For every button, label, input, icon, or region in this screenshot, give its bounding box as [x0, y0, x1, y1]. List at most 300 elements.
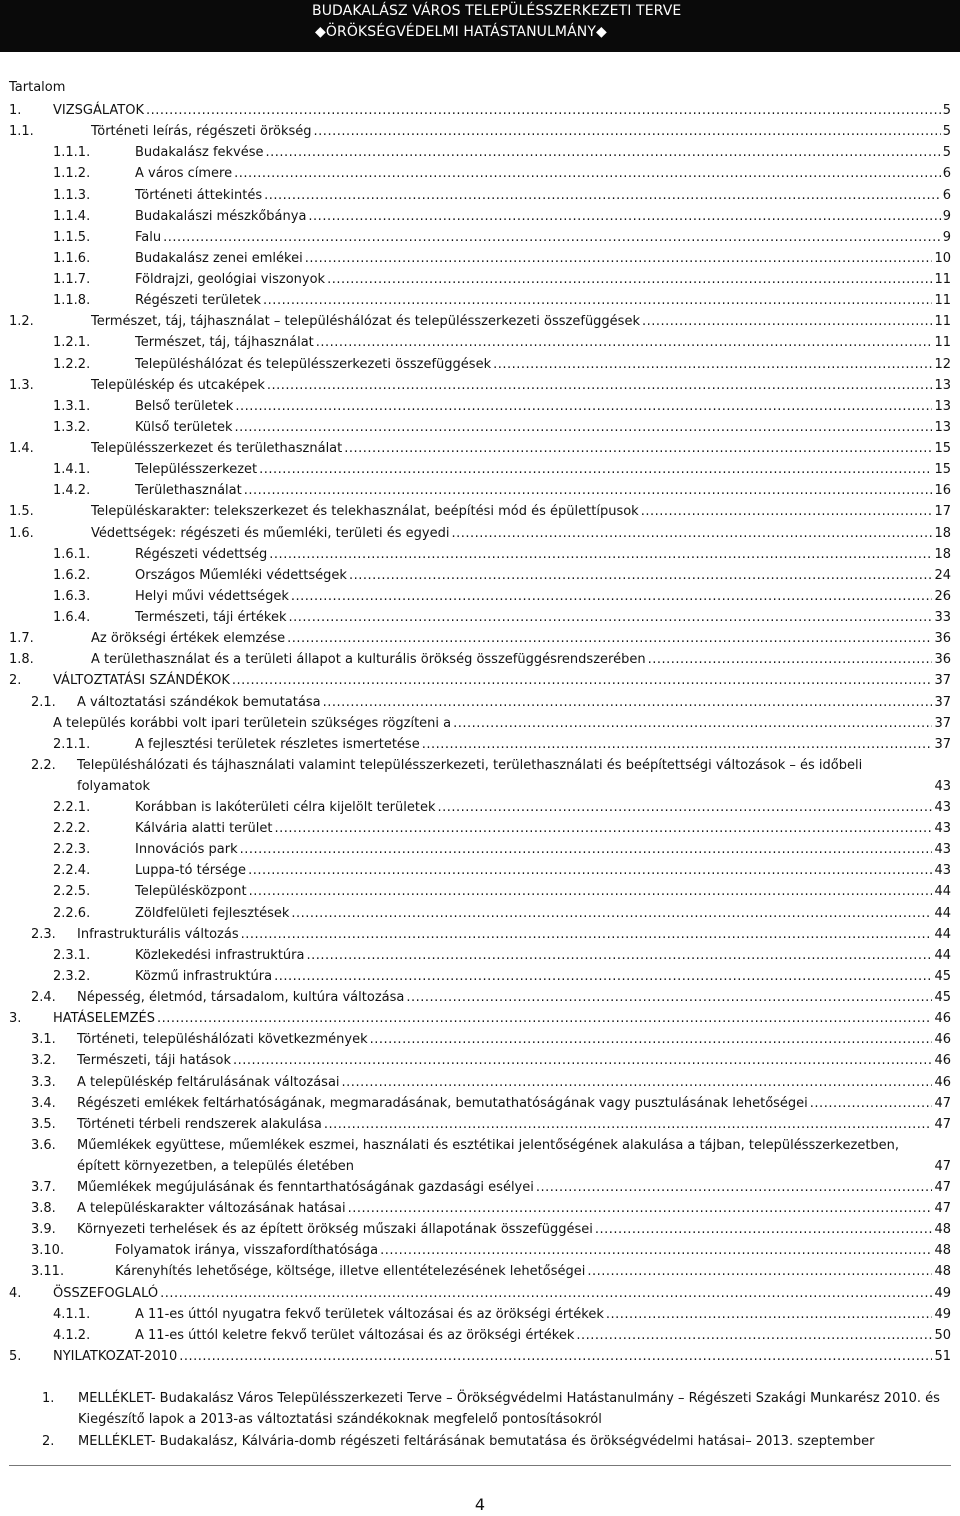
dot-leader — [249, 881, 933, 902]
toc-entry-page: 5 — [942, 124, 951, 140]
toc-entry[interactable] — [9, 1029, 951, 1050]
toc-entry[interactable] — [9, 1177, 951, 1198]
dot-leader — [493, 354, 932, 375]
toc-entry[interactable] — [9, 1304, 951, 1325]
toc-entry[interactable] — [9, 227, 951, 248]
toc-entry-number: 1.4.2. — [53, 483, 91, 499]
toc-entry[interactable] — [9, 628, 951, 649]
toc-entry-number: 1.6. — [9, 525, 34, 541]
toc-entry-page: 44 — [934, 926, 951, 942]
toc-entry-number: 1.2.1. — [53, 335, 91, 351]
toc-entry[interactable] — [9, 142, 951, 163]
toc-entry-page: 43 — [934, 842, 951, 858]
footer-divider — [9, 1465, 951, 1466]
toc-entry-page: 46 — [934, 1053, 951, 1069]
toc-entry-title: Természet, táj, tájhasználat — [135, 335, 314, 351]
toc-entry-title: Műemlékek együttese, műemlékek eszmei, használati és esztétikai jelentőségének alakulása a tájban, településszerkezetben, épített környezetben, a település életében — [77, 1137, 900, 1174]
dot-leader — [291, 903, 932, 924]
toc-entry[interactable] — [9, 248, 951, 269]
toc-entry-title: Településhálózati és tájhasználati valamint településszerkezeti, területhasználati és beépítettségi változások – és időbeli folyamatok — [77, 757, 863, 794]
toc-entry[interactable] — [9, 1261, 951, 1282]
attachments-list — [42, 1388, 954, 1453]
toc-entry-number: 3.5. — [31, 1116, 56, 1132]
toc-entry-page: 6 — [942, 166, 951, 182]
dot-leader — [349, 565, 933, 586]
toc-entry-number: 1.1.4. — [53, 208, 91, 224]
dot-leader — [235, 396, 932, 417]
toc-entry-title: A 11-es úttól keletre fekvő terület változásai és az örökségi értékek — [135, 1327, 575, 1343]
dot-leader — [406, 987, 932, 1008]
toc-entry-number: 2.3.2. — [53, 968, 91, 984]
toc-entry-number: 3.4. — [31, 1095, 56, 1111]
toc-entry-title: Földrajzi, geológiai viszonyok — [135, 272, 326, 287]
dot-leader — [370, 1029, 933, 1050]
toc-entry-page: 46 — [934, 1074, 951, 1090]
dot-leader — [595, 1219, 933, 1240]
toc-entry-title: Országos Műemléki védettségek — [135, 567, 347, 583]
toc-entry[interactable] — [9, 121, 951, 142]
toc-entry-title: A fejlesztési területek részletes ismertetése — [135, 736, 420, 752]
toc-entry-title: Falu — [135, 229, 162, 245]
toc-entry-number: 2. — [9, 673, 22, 689]
toc-entry-title: Luppa-tó térsége — [135, 863, 247, 879]
toc-entry-title: Természeti, táji hatások — [77, 1053, 232, 1069]
attachment-text: MELLÉKLET- Budakalász Város Településszerkezeti Terve – Örökségvédelmi Hatástanulmány – Régészeti Szakági Munkarész 2010. és Kiegészítő lapok a 2013-as változtatási szándékoknak megfelelő pontosításokról — [78, 1391, 940, 1427]
toc-entry[interactable] — [9, 354, 951, 375]
toc-entry[interactable] — [9, 881, 951, 902]
dot-leader — [232, 670, 933, 691]
toc-entry-number: 2.2.4. — [53, 863, 91, 879]
toc-entry-page: 47 — [934, 1116, 951, 1132]
toc-entry-title: Régészeti emlékek feltárhatóságának, megmaradásának, bemutathatóságának vagy pusztulásának lehetőségei — [77, 1095, 808, 1111]
dot-leader — [248, 860, 932, 881]
dot-leader — [380, 1240, 932, 1261]
toc-entry-page: 11 — [934, 335, 951, 351]
toc-entry-number: 1.1.7. — [53, 272, 91, 287]
dot-leader — [233, 1050, 932, 1071]
toc-entry-page: 18 — [934, 525, 951, 541]
toc-entry-number: 1.6.3. — [53, 588, 91, 604]
toc-entry[interactable] — [9, 670, 951, 691]
toc-entry-page: 37 — [934, 694, 951, 710]
toc-entry-page: 15 — [934, 441, 951, 456]
toc-entry-number: 1.1. — [9, 124, 34, 140]
toc-entry-number: 2.3. — [31, 926, 56, 942]
toc-entry-page: 46 — [934, 1032, 951, 1048]
dot-leader — [642, 311, 932, 332]
dot-leader — [810, 1093, 933, 1114]
toc-entry-title: Környezeti terhelések és az épített örökség műszaki állapotának összefüggései — [77, 1222, 593, 1238]
toc-entry-page: 43 — [934, 799, 951, 815]
dot-leader — [160, 1283, 932, 1304]
dot-leader — [305, 248, 933, 269]
toc-entry-title: Közlekedési infrastruktúra — [135, 947, 305, 963]
dot-leader — [267, 375, 933, 396]
dot-leader — [234, 163, 941, 184]
toc-entry-number: 1.3.2. — [53, 419, 91, 435]
toc-entry-page: 15 — [934, 462, 951, 478]
toc-entry-title: Budakalászi mészkőbánya — [135, 208, 307, 224]
toc-entry-page: 11 — [934, 293, 951, 309]
toc-entry[interactable] — [9, 332, 951, 353]
dot-leader — [274, 966, 932, 987]
toc-entry-page: 44 — [934, 905, 951, 921]
toc-entry-page: 36 — [934, 631, 951, 647]
toc-entry-number: 2.2.5. — [53, 884, 91, 900]
toc-entry-title: VIZSGÁLATOK — [53, 103, 144, 118]
toc-entry-page: 18 — [934, 546, 951, 562]
toc-entry-number: 1.1.6. — [53, 250, 91, 266]
toc-entry-title: Településkép és utcaképek — [91, 377, 265, 393]
toc-entry-title: Budakalász zenei emlékei — [135, 250, 303, 266]
toc-entry[interactable] — [9, 966, 951, 987]
toc-entry-page: 47 — [934, 1158, 951, 1174]
toc-entry[interactable] — [9, 523, 951, 544]
toc-entry-number: 1.4. — [9, 441, 34, 456]
dot-leader — [324, 1114, 933, 1135]
toc-entry-number: 3.9. — [31, 1222, 56, 1238]
header-subtitle: ◆ÖRÖKSÉGVÉDELMI HATÁSTANULMÁNY◆ — [315, 24, 607, 40]
toc-entry-title: Régészeti területek — [135, 293, 262, 309]
toc-entry[interactable] — [9, 206, 951, 227]
toc-entry-title: NYILATKOZAT-2010 — [53, 1348, 178, 1364]
toc-entry-page: 6 — [942, 187, 951, 203]
toc-entry[interactable] — [9, 1050, 951, 1071]
toc-entry[interactable] — [9, 1346, 951, 1367]
toc-entry[interactable] — [9, 290, 951, 311]
toc-entry-page: 44 — [934, 947, 951, 963]
dot-leader — [576, 1325, 932, 1346]
toc-entry[interactable] — [9, 1219, 951, 1240]
toc-entry-title: A változtatási szándékok bemutatása — [77, 694, 321, 710]
dot-leader — [451, 523, 932, 544]
dot-leader — [266, 142, 941, 163]
toc-entry[interactable] — [9, 100, 951, 121]
toc-entry-number: 1.1.5. — [53, 229, 91, 245]
toc-entry[interactable] — [9, 755, 951, 797]
toc-entry-number: 1.8. — [9, 652, 34, 668]
dot-leader — [536, 1177, 933, 1198]
attachment-number: 1. — [42, 1391, 55, 1406]
toc-entry[interactable] — [9, 860, 951, 881]
dot-leader — [235, 417, 933, 438]
toc-entry-title: Külső területek — [135, 419, 233, 435]
toc-entry-title: Innovációs park — [135, 842, 238, 858]
toc-entry-page: 10 — [934, 250, 951, 266]
toc-entry[interactable] — [9, 987, 951, 1008]
toc-entry[interactable] — [9, 903, 951, 924]
toc-entry-number: 1.6.2. — [53, 567, 91, 583]
toc-entry[interactable] — [9, 713, 951, 734]
toc-entry-number: 4.1.2. — [53, 1327, 91, 1343]
toc-entry[interactable] — [9, 924, 951, 945]
toc-entry-number: 3.10. — [31, 1243, 65, 1259]
toc-entry[interactable] — [9, 269, 951, 290]
toc-entry-title: Régészeti védettség — [135, 546, 268, 562]
dot-leader — [344, 438, 932, 459]
toc-entry-number: 1.2. — [9, 314, 34, 330]
toc-entry-page: 47 — [934, 1179, 951, 1195]
toc-entry[interactable] — [9, 649, 951, 670]
toc-entry-title: Védettségek: régészeti és műemléki, területi és egyedi — [91, 525, 450, 541]
toc-entry-page: 44 — [934, 884, 951, 900]
toc-entry-page: 48 — [934, 1264, 951, 1280]
toc-entry-title: Településszerkezet és területhasználat — [91, 441, 343, 456]
toc-entry-page: 13 — [934, 377, 951, 393]
dot-leader — [342, 1072, 933, 1093]
dot-leader — [241, 924, 933, 945]
toc-entry-page: 48 — [934, 1222, 951, 1238]
toc-entry-title: A város címere — [135, 166, 233, 182]
toc-entry-title: Településközpont — [135, 884, 247, 900]
attachment-item — [42, 1431, 954, 1452]
toc-entry[interactable] — [9, 501, 951, 522]
toc-entry-title: Korábban is lakóterületi célra kijelölt területek — [135, 799, 436, 815]
toc-entry-page: 43 — [934, 863, 951, 879]
toc-entry-title: Műemlékek megújulásának és fenntarthatóságának gazdasági esélyei — [77, 1179, 534, 1195]
toc-entry-number: 1.2.2. — [53, 356, 91, 372]
toc-entry[interactable] — [9, 480, 951, 501]
toc-entry-title: Zöldfelületi fejlesztések — [135, 905, 290, 921]
toc-entry[interactable] — [9, 692, 951, 713]
toc-entry-page: 11 — [934, 272, 951, 287]
dot-leader — [264, 185, 941, 206]
toc-entry-number: 1.6.4. — [53, 610, 91, 625]
toc-entry[interactable] — [9, 163, 951, 184]
toc-entry-page: 45 — [934, 968, 951, 984]
dot-leader — [157, 1008, 932, 1029]
toc-entry-title: Az örökségi értékek elemzése — [91, 631, 286, 647]
toc-entry-page: 16 — [934, 483, 951, 499]
toc-entry[interactable] — [9, 1283, 951, 1304]
toc-entry-title: Településhálózat és településszerkezeti összefüggések — [135, 356, 492, 372]
toc-entry-number: 3.11. — [31, 1264, 65, 1280]
header-title: BUDAKALÁSZ VÁROS TELEPÜLÉSSZERKEZETI TERVE — [312, 3, 682, 19]
dot-leader — [269, 544, 932, 565]
toc-entry[interactable] — [9, 1072, 951, 1093]
toc-entry-title: Közmű infrastruktúra — [135, 968, 273, 984]
toc-entry[interactable] — [9, 1114, 951, 1135]
toc-entry[interactable] — [9, 1325, 951, 1346]
toc-entry-number: 1.1.2. — [53, 166, 91, 182]
toc-entry-page: 24 — [934, 567, 951, 583]
toc-entry[interactable] — [9, 607, 951, 628]
toc-entry-title: Történeti, településhálózati következmények — [77, 1032, 368, 1048]
toc-entry-title: A 11-es úttól nyugatra fekvő területek változásai és az örökségi értékek — [135, 1306, 604, 1322]
toc-entry-title: Történeti térbeli rendszerek alakulása — [77, 1116, 322, 1132]
toc-entry-title: Kárenyhítés lehetősége, költsége, illetve ellentételezésének lehetőségei — [115, 1264, 586, 1280]
toc-entry-title: VÁLTOZTATÁSI SZÁNDÉKOK — [53, 673, 230, 689]
toc-entry-page: 49 — [934, 1306, 951, 1322]
dot-leader — [163, 227, 941, 248]
toc-entry[interactable] — [9, 396, 951, 417]
toc-entry[interactable] — [9, 438, 951, 459]
toc-entry-number: 1.5. — [9, 504, 34, 520]
toc-entry-number: 2.2.3. — [53, 842, 91, 858]
toc-entry-number: 2.2.1. — [53, 799, 91, 815]
page-number: 4 — [474, 1495, 486, 1514]
dot-leader — [327, 269, 932, 290]
toc-entry-number: 2.4. — [31, 990, 56, 1005]
toc-entry-page: 11 — [934, 314, 951, 330]
toc-entry-number: 3. — [9, 1011, 22, 1027]
toc-entry-page: 45 — [934, 990, 951, 1005]
toc-entry-page: 33 — [934, 610, 951, 625]
dot-leader — [348, 1198, 933, 1219]
toc-entry-page: 12 — [934, 356, 951, 372]
toc-entry-title: Folyamatok iránya, visszafordíthatósága — [115, 1243, 379, 1259]
toc-entry-number: 3.1. — [31, 1032, 56, 1048]
dot-leader — [648, 649, 933, 670]
toc-entry-number: 5. — [9, 1348, 22, 1364]
toc-entry-number: 1.6.1. — [53, 546, 91, 562]
toc-entry-number: 1.1.3. — [53, 187, 91, 203]
toc-entry[interactable] — [9, 1135, 951, 1177]
toc-entry-page: 36 — [934, 652, 951, 668]
toc-entry-title: Kálvária alatti terület — [135, 821, 273, 836]
toc-entry-page: 37 — [934, 673, 951, 689]
toc-entry[interactable] — [9, 1093, 951, 1114]
dot-leader — [453, 713, 932, 734]
dot-leader — [438, 797, 933, 818]
toc-entry-page: 47 — [934, 1095, 951, 1111]
toc-entry-title: Történeti leírás, régészeti örökség — [91, 124, 312, 140]
toc-entry-page: 17 — [934, 504, 951, 520]
toc-entry-number: 2.2.2. — [53, 821, 91, 836]
dot-leader — [587, 1261, 932, 1282]
toc-entry-page: 9 — [942, 208, 951, 224]
toc-entry-title: Természeti, táji értékek — [135, 610, 287, 625]
toc-entry-page: 48 — [934, 1243, 951, 1259]
toc-entry-title: Természet, táj, tájhasználat – településhálózat és településszerkezeti összefüggések — [91, 314, 640, 330]
toc-entry-page: 51 — [934, 1348, 951, 1364]
toc-entry[interactable] — [9, 375, 951, 396]
toc-entry-title: ÖSSZEFOGLALÓ — [53, 1285, 159, 1301]
toc-entry-title: Településszerkezet — [135, 462, 258, 478]
toc-entry[interactable] — [9, 945, 951, 966]
toc-entry-title: Településkarakter: telekszerkezet és telekhasználat, beépítési mód és épülettípusok — [91, 504, 639, 520]
toc-entry[interactable] — [9, 586, 951, 607]
toc-entry[interactable] — [9, 565, 951, 586]
dot-leader — [291, 586, 933, 607]
toc-entry-page: 43 — [934, 821, 951, 836]
toc-entry[interactable] — [9, 459, 951, 480]
dot-leader — [422, 734, 933, 755]
toc-entry[interactable] — [9, 1240, 951, 1261]
toc-entry-title: A területhasználat és a területi állapot a kulturális örökség összefüggésrendszerében — [91, 652, 646, 668]
toc-entry-title: Belső területek — [135, 398, 234, 414]
toc-entry-number: 1.1.1. — [53, 145, 91, 161]
toc-entry-title: Budakalász fekvése — [135, 145, 264, 161]
toc-entry-title: Népesség, életmód, társadalom, kultúra változása — [77, 990, 405, 1005]
toc-entry-number: 1.1.8. — [53, 293, 91, 309]
table-of-contents — [9, 79, 951, 1367]
toc-entry[interactable] — [9, 311, 951, 332]
toc-entry-page: 49 — [934, 1285, 951, 1301]
toc-entry-title: Infrastrukturális változás — [77, 926, 239, 942]
toc-entry[interactable] — [9, 544, 951, 565]
attachment-item — [42, 1388, 954, 1430]
toc-entry-number: 1. — [9, 103, 22, 118]
toc-entry-page: 9 — [942, 229, 951, 245]
toc-entry-number: 2.2. — [31, 757, 56, 773]
toc-entry[interactable] — [9, 185, 951, 206]
document-header — [0, 0, 960, 52]
dot-leader — [316, 332, 933, 353]
dot-leader — [289, 607, 933, 628]
toc-entry-title: Helyi művi védettségek — [135, 588, 289, 604]
toc-entry-number: 1.3.1. — [53, 398, 91, 414]
toc-entry-title: Történeti áttekintés — [135, 187, 263, 203]
toc-entry-page: 43 — [934, 778, 951, 794]
dot-leader — [306, 945, 932, 966]
toc-entry[interactable] — [9, 797, 951, 818]
toc-entry-number: 2.1. — [31, 694, 56, 710]
toc-entry[interactable] — [9, 417, 951, 438]
attachment-text: MELLÉKLET- Budakalász, Kálvária-domb régészeti feltárásának bemutatása és örökségvédelmi hatásai– 2013. szeptember — [78, 1434, 875, 1449]
toc-entry[interactable] — [9, 734, 951, 755]
toc-entry-page: 5 — [942, 103, 951, 118]
attachment-number: 2. — [42, 1434, 55, 1449]
toc-entry-number: 1.3. — [9, 377, 34, 393]
toc-entry-number: 2.3.1. — [53, 947, 91, 963]
dot-leader — [244, 480, 933, 501]
toc-entry-title: A település korábbi volt ipari területein szükséges rögzíteni a — [53, 715, 452, 731]
toc-entry-page: 46 — [934, 1011, 951, 1027]
dot-leader — [240, 839, 933, 860]
toc-entry-page: 13 — [934, 419, 951, 435]
dot-leader — [323, 692, 933, 713]
toc-entry-number: 4. — [9, 1285, 22, 1301]
toc-entry-title: A településkarakter változásának hatásai — [77, 1201, 346, 1216]
toc-entry-title: HATÁSELEMZÉS — [53, 1011, 155, 1027]
toc-entry-number: 3.6. — [31, 1137, 56, 1153]
toc-entry-number: 3.2. — [31, 1053, 56, 1069]
toc-entry-number: 1.4.1. — [53, 462, 91, 478]
toc-entry[interactable] — [9, 818, 951, 839]
toc-entry-page: 26 — [934, 588, 951, 604]
toc-entry-page: 50 — [934, 1327, 951, 1343]
toc-entry[interactable] — [9, 1198, 951, 1219]
toc-entry-number: 3.3. — [31, 1074, 56, 1090]
toc-entry-page: 47 — [934, 1201, 951, 1216]
dot-leader — [606, 1304, 933, 1325]
toc-entry[interactable] — [9, 839, 951, 860]
toc-entry-title: Területhasználat — [135, 483, 242, 499]
dot-leader — [146, 100, 941, 121]
toc-entry-page: 37 — [934, 736, 951, 752]
dot-leader — [641, 501, 933, 522]
toc-entry-page: 37 — [934, 715, 951, 731]
dot-leader — [263, 290, 932, 311]
toc-entry-number: 3.8. — [31, 1201, 56, 1216]
toc-entry-number: 2.1.1. — [53, 736, 91, 752]
toc-entry-number: 2.2.6. — [53, 905, 91, 921]
dot-leader — [314, 121, 941, 142]
toc-entry-number: 4.1.1. — [53, 1306, 91, 1322]
dot-leader — [287, 628, 932, 649]
toc-entry-number: 1.7. — [9, 631, 34, 647]
toc-title: Tartalom — [9, 80, 66, 95]
dot-leader — [308, 206, 940, 227]
dot-leader — [274, 818, 932, 839]
toc-entry-number: 3.7. — [31, 1179, 56, 1195]
dot-leader — [259, 459, 932, 480]
toc-entry-page: 13 — [934, 398, 951, 414]
toc-entry[interactable] — [9, 1008, 951, 1029]
dot-leader — [179, 1346, 932, 1367]
toc-entry-title: A településkép feltárulásának változásai — [77, 1074, 340, 1090]
